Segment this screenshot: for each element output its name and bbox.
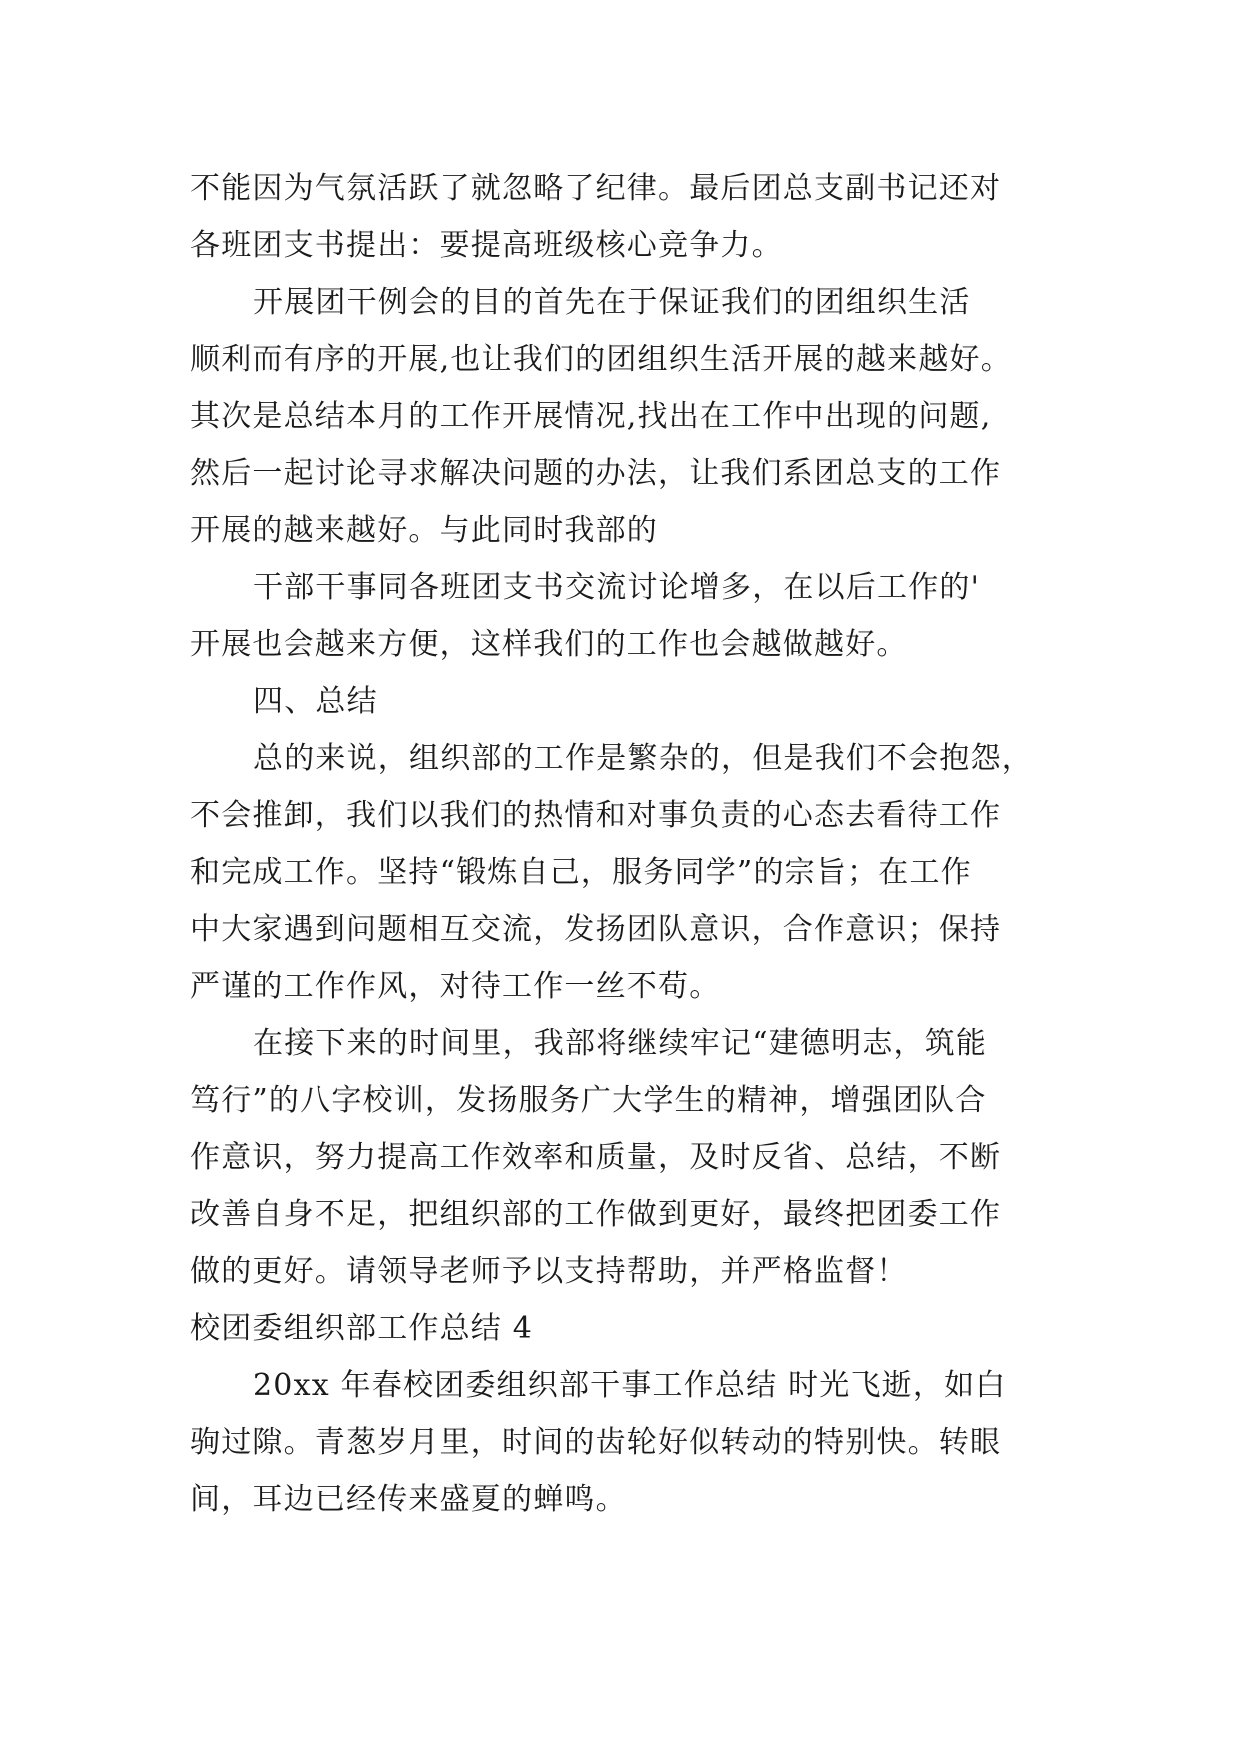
text-line: 开展的越来越好。与此同时我部的 bbox=[190, 513, 658, 548]
section-heading: 四、总结 bbox=[253, 684, 378, 719]
text-line: 和完成工作。坚持“锻炼自己，服务同学”的宗旨；在工作 bbox=[190, 855, 972, 890]
text-line: 间，耳边已经传来盛夏的蝉鸣。 bbox=[190, 1482, 627, 1517]
paragraph-start-line: 干部干事同各班团支书交流讨论增多，在以后工作的' bbox=[253, 570, 981, 605]
text-line: 做的更好。请领导老师予以支持帮助，并严格监督！ bbox=[190, 1254, 908, 1289]
paragraph-start-line: 总的来说，组织部的工作是繁杂的，但是我们不会抱怨， bbox=[253, 741, 1033, 776]
text-line: 严谨的工作作风，对待工作一丝不苟。 bbox=[190, 969, 721, 1004]
text-line: 笃行”的八字校训，发扬服务广大学生的精神，增强团队合 bbox=[190, 1083, 987, 1118]
text-line: 中大家遇到问题相互交流，发扬团队意识，合作意识；保持 bbox=[190, 912, 1002, 947]
document-body bbox=[190, 160, 1050, 1528]
paragraph-start-line: 开展团干例会的目的首先在于保证我们的团组织生活 bbox=[253, 285, 971, 320]
section-title: 校团委组织部工作总结 4 bbox=[190, 1311, 534, 1346]
paragraph-start-line: 20xx 年春校团委组织部干事工作总结 时光飞逝，如白 bbox=[253, 1368, 1007, 1403]
text-line: 各班团支书提出：要提高班级核心竞争力。 bbox=[190, 228, 783, 263]
text-line: 不能因为气氛活跃了就忽略了纪律。最后团总支副书记还对 bbox=[190, 171, 1002, 206]
text-line: 顺利而有序的开展,也让我们的团组织生活开展的越来越好。 bbox=[190, 342, 1012, 377]
text-line: 然后一起讨论寻求解决问题的办法，让我们系团总支的工作 bbox=[190, 456, 1002, 491]
text-line: 其次是总结本月的工作开展情况,找出在工作中出现的问题, bbox=[190, 399, 992, 434]
text-line: 作意识，努力提高工作效率和质量，及时反省、总结，不断 bbox=[190, 1140, 1002, 1175]
text-line: 不会推卸，我们以我们的热情和对事负责的心态去看待工作 bbox=[190, 798, 1002, 833]
text-line: 改善自身不足，把组织部的工作做到更好，最终把团委工作 bbox=[190, 1197, 1002, 1232]
text-line: 开展也会越来方便，这样我们的工作也会越做越好。 bbox=[190, 627, 908, 662]
paragraph-start-line: 在接下来的时间里，我部将继续牢记“建德明志，筑能 bbox=[253, 1026, 988, 1061]
text-line: 驹过隙。青葱岁月里，时间的齿轮好似转动的特别快。转眼 bbox=[190, 1425, 1002, 1460]
